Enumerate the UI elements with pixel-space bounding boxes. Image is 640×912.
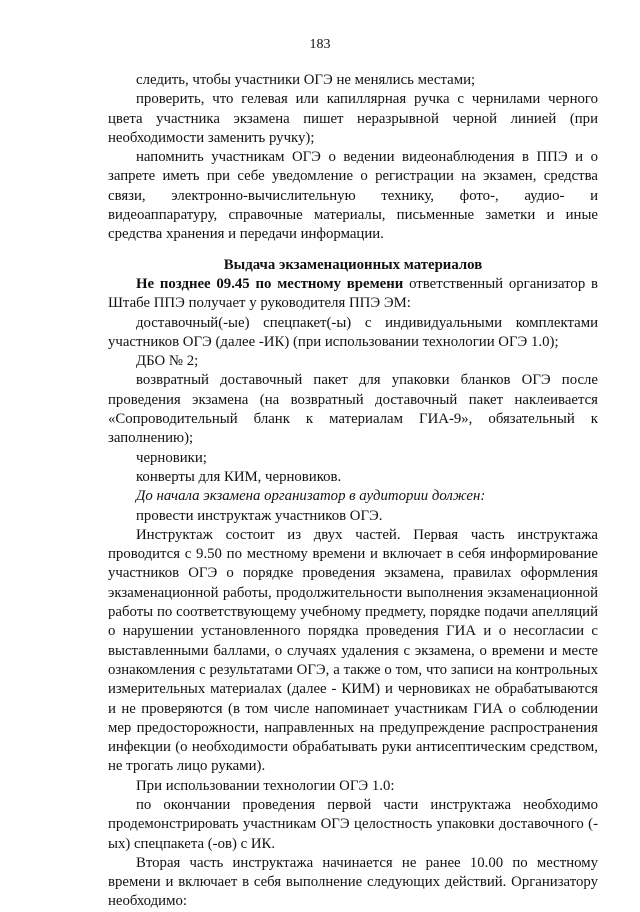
paragraph: Вторая часть инструктажа начинается не ранее 10.00 по местному времени и включает в себя выполнение следующих действий. Организатору необходимо: — [108, 854, 598, 910]
paragraph: Инструктаж состоит из двух частей. Первая часть инструктажа проводится с 9.50 по местному времени и включает в себя информирование участников ОГЭ о порядке проведения экзамена, правилах оформления экзаменационной работы, продолжительности выполнения экзаменационной работы по соответствующему учебному предмету, порядке подачи апелляций о нарушении установленного порядка проведения ГИА и о несогласии с выставленными баллами, о случаях удаления с экзамена, о времени и месте ознакомления с результатами ОГЭ, а также о том, что записи на контрольных измерительных материалах (далее - КИМ) и черновиках не обрабатываются и не проверяются (в том числе напоминает участникам ГИА о соблюдении мер предосторожности, направленных на предупреждение распространения инфекции (о необходимости обрабатывать руки антисептическим средством, не трогать лицо руками). — [108, 526, 598, 775]
paragraph: проверить, что гелевая или капиллярная ручка с чернилами черного цвета участника экзамена пишет неразрывной черной линией (при необходимости заменить ручку); — [108, 91, 598, 146]
paragraph-text: ответственный организатор в Штабе ППЭ получает у руководителя ППЭ ЭМ: — [108, 275, 598, 312]
paragraph: напомнить участникам ОГЭ о ведении видеонаблюдения в ППЭ и о запрете иметь при себе уведомление о регистрации на экзамен, средства связи, электронно-вычислительную технику, фото-, аудио- и видеоаппаратуру, справочные материалы, письменные заметки и иные средства хранения и передачи информации. — [108, 149, 598, 243]
list-item: ДБО № 2; — [136, 353, 199, 370]
document-body — [108, 71, 598, 912]
subsection-intro: До начала экзамена организатор в аудитории должен: — [136, 488, 486, 505]
paragraph: по окончании проведения первой части инструктажа необходимо продемонстрировать участникам ОГЭ целостность упаковки доставочного (-ых) спецпакета (-ов) с ИК. — [108, 796, 598, 852]
paragraph — [108, 275, 598, 314]
paragraph: провести инструктаж участников ОГЭ. — [136, 507, 383, 524]
section-heading: Выдача экзаменационных материалов — [223, 256, 483, 273]
list-item: доставочный(-ые) спецпакет(-ы) с индивидуальными комплектами участников ОГЭ (далее -ИК) (при использовании технологии ОГЭ 1.0); — [108, 314, 598, 350]
paragraph: При использовании технологии ОГЭ 1.0: — [136, 777, 395, 794]
page-number: 183 — [309, 37, 331, 52]
list-item: возвратный доставочный пакет для упаковки бланков ОГЭ после проведения экзамена (на возвратный доставочный пакет наклеивается «Сопроводительный бланк к материалам ГИА-9», обязательный к заполнению); — [108, 372, 598, 447]
list-item: черновики; — [136, 449, 207, 466]
deadline-emphasis: Не позднее 09.45 по местному времени — [136, 275, 404, 292]
paragraph: следить, чтобы участники ОГЭ не менялись местами; — [136, 72, 476, 88]
list-item: конверты для КИМ, черновиков. — [136, 468, 342, 485]
